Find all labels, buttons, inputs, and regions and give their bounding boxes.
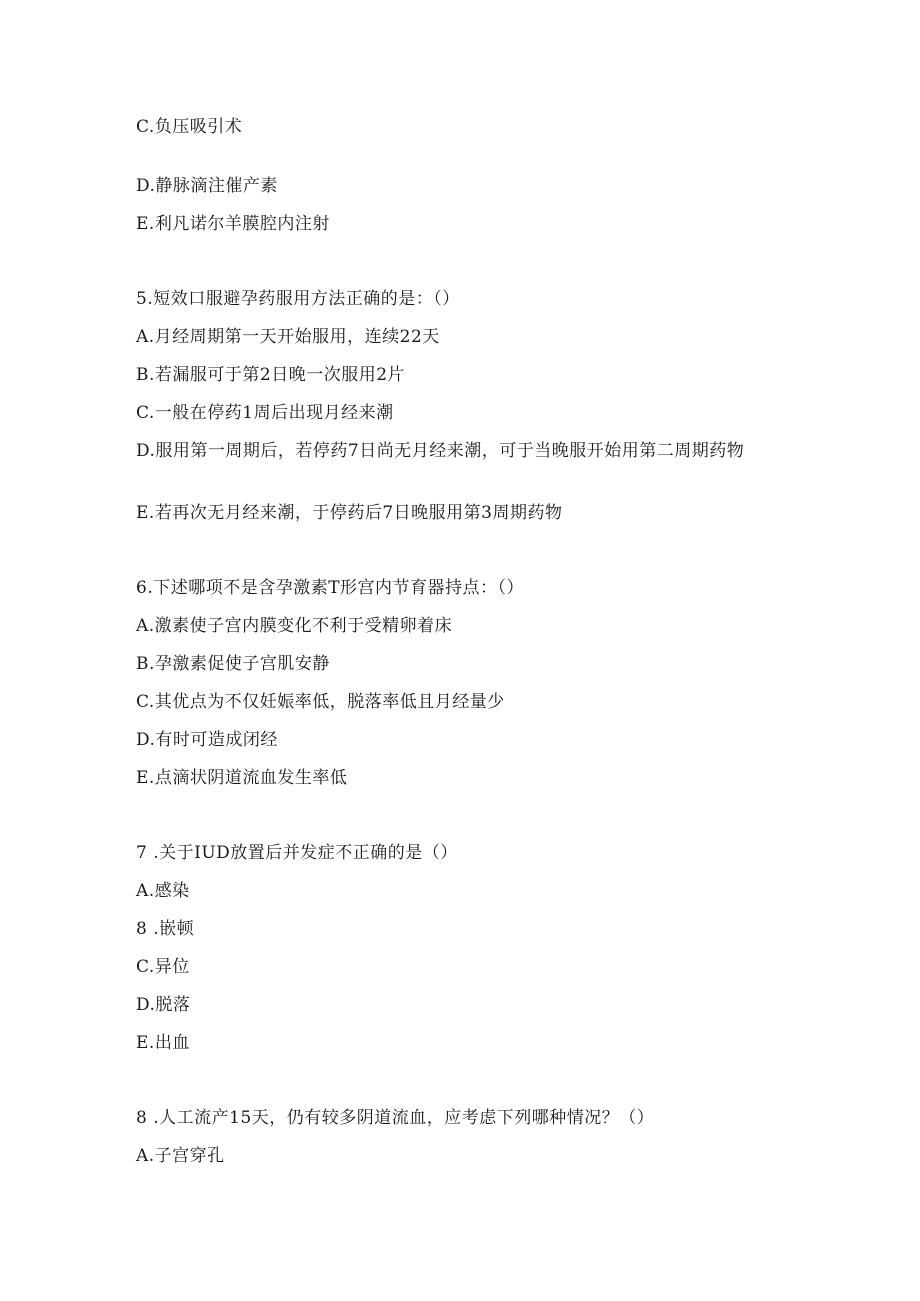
option-b-q5: B.若漏服可于第2日晚一次服用2片 (136, 365, 406, 385)
option-e-q4: E.利凡诺尔羊膜腔内注射 (136, 214, 330, 234)
option-c-q4: C.负压吸引术 (136, 117, 243, 137)
option-d-q4: D.静脉滴注催产素 (136, 176, 278, 196)
question-8: 8 .人工流产15天，仍有较多阴道流血，应考虑下列哪种情况？（） (136, 1108, 655, 1128)
option-d-q7: D.脱落 (136, 995, 191, 1015)
option-d-q5: D.服用第一周期后，若停药7日尚无月经来潮，可于当晚服开始用第二周期药物 (136, 441, 745, 461)
option-e-q7: E.出血 (136, 1033, 190, 1053)
option-b-q6: B.孕激素促使子宫肌安静 (136, 654, 330, 674)
option-e-q5: E.若再次无月经来潮，于停药后7日晚服用第3周期药物 (136, 503, 563, 523)
option-b-q7: 8 .嵌顿 (136, 919, 195, 939)
option-a-q5: A.月经周期第一天开始服用，连续22天 (136, 327, 440, 347)
option-c-q6: C.其优点为不仅妊娠率低，脱落率低且月经量少 (136, 692, 505, 712)
option-c-q7: C.异位 (136, 957, 190, 977)
option-a-q6: A.激素使子宫内膜变化不利于受精卵着床 (136, 616, 453, 636)
option-a-q7: A.感染 (136, 881, 190, 901)
option-d-q6: D.有时可造成闭经 (136, 730, 278, 750)
question-7: 7 .关于IUD放置后并发症不正确的是（） (136, 843, 458, 863)
option-c-q5: C.一般在停药1周后出现月经来潮 (136, 403, 394, 423)
option-a-q8: A.子宫穿孔 (136, 1146, 225, 1166)
question-6: 6.下述哪项不是含孕激素T形宫内节育器持点：（） (136, 578, 525, 598)
option-e-q6: E.点滴状阴道流血发生率低 (136, 768, 348, 788)
question-5: 5.短效口服避孕药服用方法正确的是：（） (136, 289, 460, 309)
